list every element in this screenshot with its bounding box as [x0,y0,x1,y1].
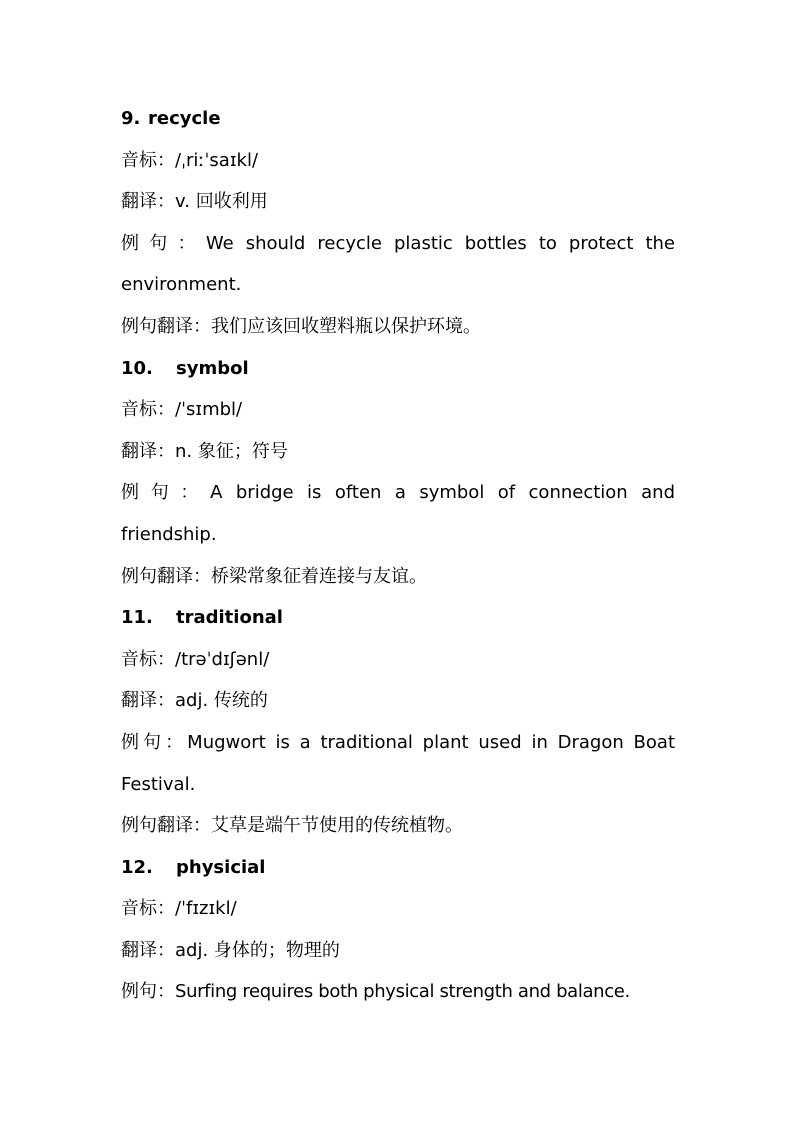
translation-line [121,930,675,972]
entry-heading [121,98,675,140]
vocab-entry [121,847,675,1013]
entry-word: symbol [176,357,249,379]
entry-heading [121,847,675,889]
phonetic-text: /ˈfɪzɪkl/ [175,898,237,920]
phonetic-label: 音标： [121,399,175,421]
entry-number: 10. [121,357,153,379]
example-label: 例句： [121,981,175,1003]
translation-line [121,181,675,223]
vocabulary-document [121,98,675,1013]
vocab-entry [121,98,675,348]
example-label: 例句： [121,232,206,254]
vocab-entry [121,348,675,598]
example-translation-line [121,306,675,348]
example-translation-text: 桥梁常象征着连接与友谊。 [211,565,427,587]
phonetic-label: 音标： [121,149,175,171]
phonetic-line [121,639,675,681]
entry-word: traditional [176,607,283,629]
example-text: A bridge is often a symbol of connection and friendship. [121,482,675,545]
phonetic-text: /trəˈdɪʃənl/ [175,648,270,670]
translation-text: adj. 身体的；物理的 [175,939,340,961]
entry-number: 11. [121,607,153,629]
example-translation-label: 例句翻译： [121,815,211,837]
example-label: 例句： [121,731,188,753]
translation-line [121,431,675,473]
example-line [121,971,675,1013]
example-line [121,223,675,306]
example-translation-line [121,556,675,598]
phonetic-label: 音标： [121,648,175,670]
translation-line [121,680,675,722]
translation-label: 翻译： [121,191,175,213]
entry-word: physicial [176,856,266,878]
example-translation-text: 艾草是端午节使用的传统植物。 [211,815,463,837]
example-translation-line [121,805,675,847]
phonetic-line [121,888,675,930]
phonetic-text: /ˈsɪmbl/ [175,399,243,421]
phonetic-line [121,389,675,431]
entry-number: 9. [121,108,141,129]
entry-word: recycle [148,108,221,129]
example-label: 例句： [121,482,211,504]
entry-number: 12. [121,856,153,878]
translation-label: 翻译： [121,690,175,712]
example-text: Mugwort is a traditional plant used in Dragon Boat Festival. [121,731,675,795]
example-translation-text: 我们应该回收塑料瓶以保护环境。 [211,315,481,337]
entry-heading [121,348,675,390]
example-text: We should recycle plastic bottles to protect the environment. [121,232,675,296]
translation-label: 翻译： [121,939,175,961]
example-line [121,472,675,555]
vocab-entry [121,597,675,847]
example-line [121,722,675,805]
phonetic-text: /ˌriːˈsaɪkl/ [175,149,259,171]
example-translation-label: 例句翻译： [121,565,211,587]
translation-text: adj. 传统的 [175,690,268,712]
example-translation-label: 例句翻译： [121,315,211,337]
translation-text: v. 回收利用 [175,191,268,213]
phonetic-line [121,140,675,182]
translation-label: 翻译： [121,440,175,462]
phonetic-label: 音标： [121,898,175,920]
translation-text: n. 象征；符号 [175,440,288,462]
example-text: Surfing requires both physical strength and balance. [175,981,630,1003]
entry-heading [121,597,675,639]
